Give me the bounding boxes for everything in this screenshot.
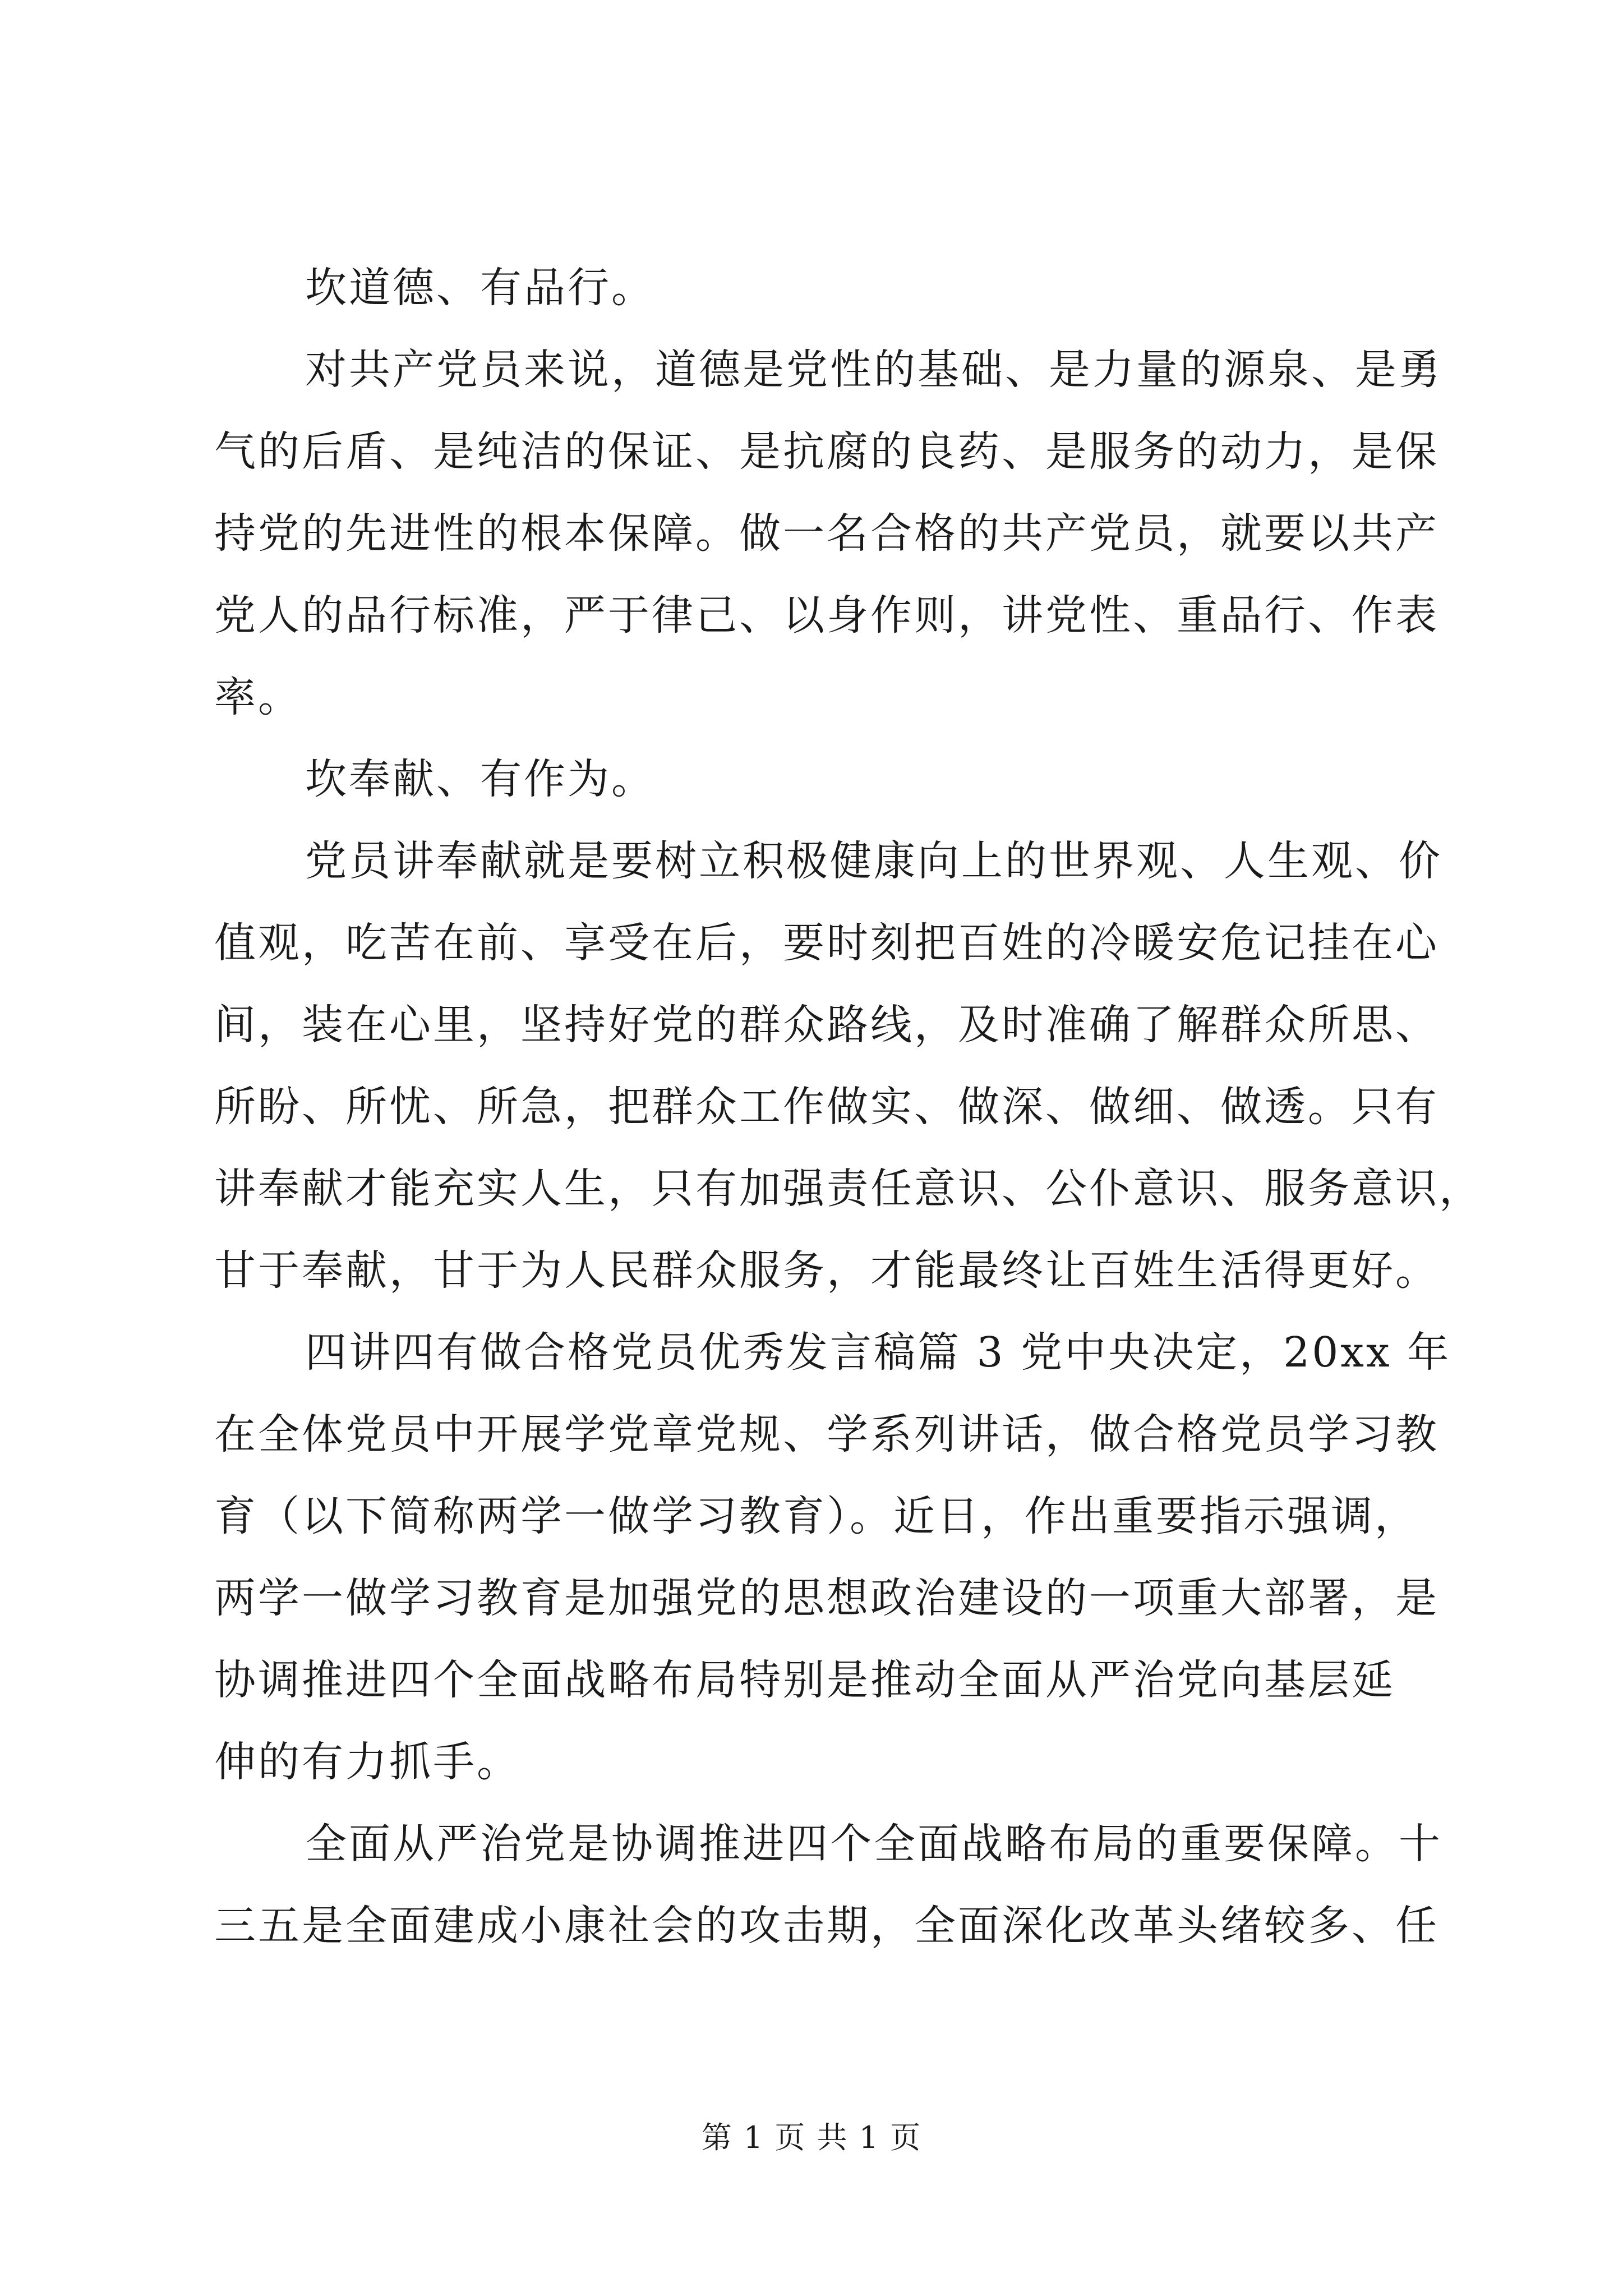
text-line: 党人的品行标准，严于律己、以身作则，讲党性、重品行、作表: [214, 591, 1439, 639]
text-line: 坎道德、有品行。: [305, 264, 655, 312]
text-line: 伸的有力抓手。: [214, 1738, 520, 1786]
text-line: 间，装在心里，坚持好党的群众路线，及时准确了解群众所思、: [214, 1001, 1439, 1049]
text-line: 所盼、所忧、所急，把群众工作做实、做深、做细、做透。只有: [214, 1083, 1439, 1131]
document-body: [214, 247, 1483, 1967]
text-line: 率。: [214, 673, 302, 721]
text-line: 在全体党员中开展学党章党规、学系列讲话，做合格党员学习教: [214, 1410, 1439, 1458]
text-line: 全面从严治党是协调推进四个全面战略布局的重要保障。十: [305, 1820, 1442, 1868]
text-line: 气的后盾、是纯洁的保证、是抗腐的良药、是服务的动力，是保: [214, 427, 1439, 476]
text-line: 协调推进四个全面战略布局特别是推动全面从严治党向基层延: [214, 1656, 1395, 1704]
text-line: 值观，吃苦在前、享受在后，要时刻把百姓的冷暖安危记挂在心: [214, 919, 1439, 967]
text-line: 育（以下简称两学一做学习教育）。近日，作出重要指示强调，: [214, 1492, 1418, 1540]
text-line: 坎奉献、有作为。: [305, 755, 655, 803]
text-line: 两学一做学习教育是加强党的思想政治建设的一项重大部署，是: [214, 1574, 1439, 1622]
text-line: 三五是全面建成小康社会的攻击期，全面深化改革头绪较多、任: [214, 1902, 1439, 1950]
page-number-label: 第 1 页 共 1 页: [701, 2120, 922, 2155]
text-line: 甘于奉献，甘于为人民群众服务，才能最终让百姓生活得更好。: [214, 1246, 1439, 1295]
text-line: 对共产党员来说，道德是党性的基础、是力量的源泉、是勇: [305, 346, 1442, 394]
text-line: 持党的先进性的根本保障。做一名合格的共产党员，就要以共产: [214, 509, 1439, 558]
page-footer: [0, 2118, 1623, 2157]
text-line: 四讲四有做合格党员优秀发言稿篇 3 党中央决定，20xx 年: [305, 1328, 1451, 1377]
text-line: 讲奉献才能充实人生，只有加强责任意识、公仆意识、服务意识，: [214, 1165, 1483, 1213]
text-line: 党员讲奉献就是要树立积极健康向上的世界观、人生观、价: [305, 837, 1442, 885]
